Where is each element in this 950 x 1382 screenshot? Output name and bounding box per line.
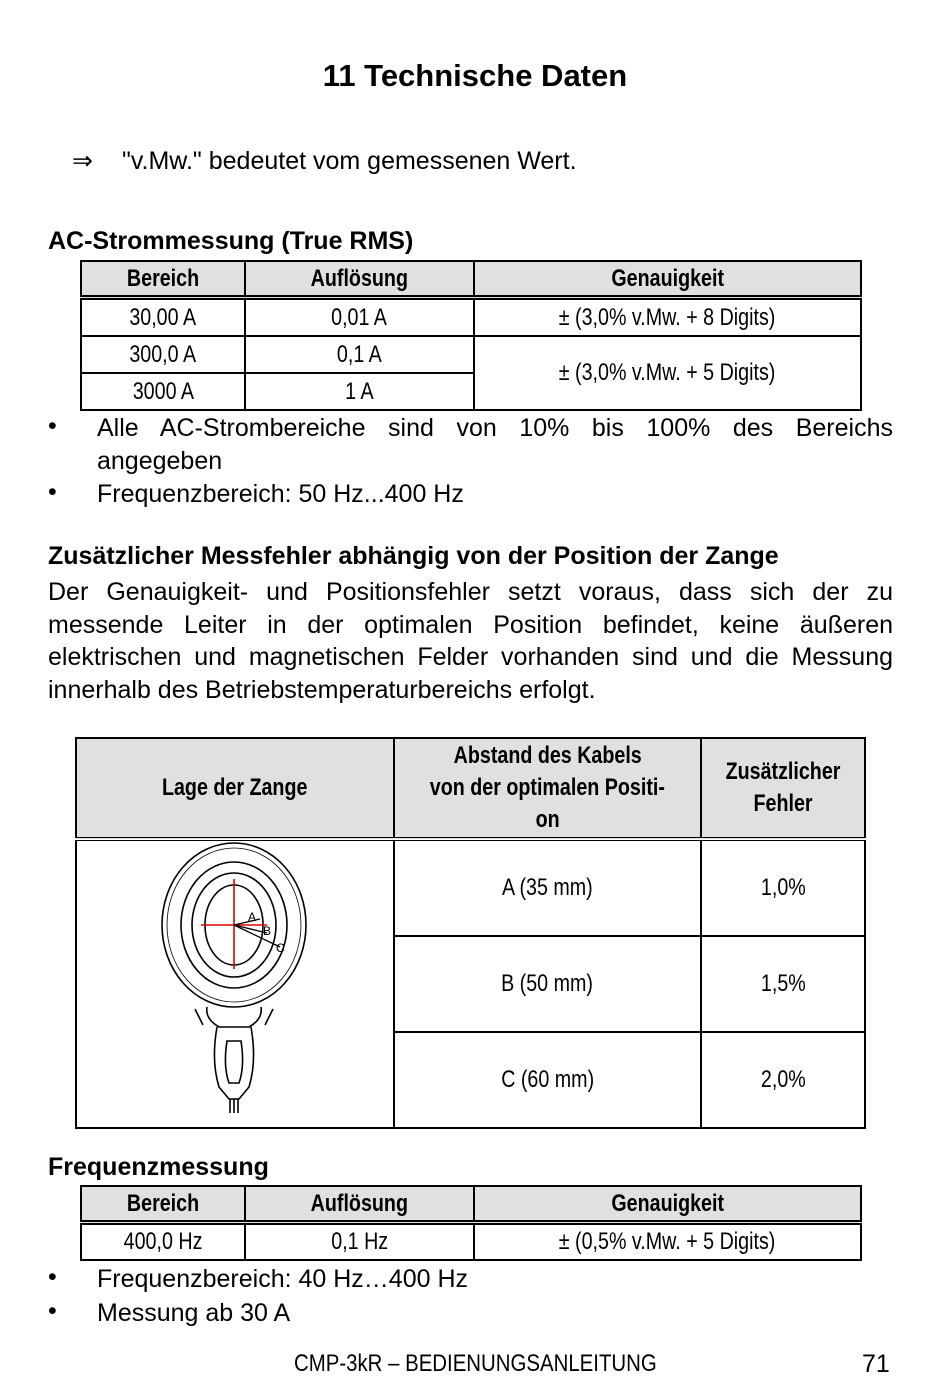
- column-header: Zusätzlicher Fehler: [701, 738, 865, 839]
- ac-current-table: [80, 260, 862, 411]
- page-title: 11 Technische Daten: [322, 58, 628, 93]
- page-number: 71: [862, 1350, 890, 1378]
- accuracy-cell: ± (0,5% v.Mw. + 5 Digits): [474, 1223, 861, 1261]
- table-header-row: [81, 261, 861, 298]
- accuracy-cell-merged: ± (3,0% v.Mw. + 5 Digits): [474, 336, 861, 410]
- resolution-cell: 0,1 Hz: [245, 1223, 474, 1261]
- error-cell: 1,0%: [701, 839, 865, 936]
- list-item: • Alle AC-Strombereiche sind von 10% bis 100% des Bereichs angegeben: [48, 412, 893, 475]
- page-footer: CMP-3kR – BEDIENUNGSANLEITUNG: [293, 1350, 657, 1377]
- error-cell: 1,5%: [701, 936, 865, 1032]
- column-header: Auflösung: [245, 261, 474, 298]
- position-error-paragraph: Der Genauigkeit- und Positionsfehler setzt voraus, dass sich der zu messende Leiter in der optimalen Position befindet, keine äußeren elektrischen und magnetischen Felder vorhanden sind und die Messung innerhalb des Betriebstemperaturbereichs erfolgt.: [48, 578, 893, 704]
- bullet-icon: •: [48, 1297, 57, 1325]
- column-header: Abstand des Kabels von der optimalen Positi- on: [394, 738, 701, 839]
- resolution-cell: 0,01 A: [245, 298, 474, 337]
- frequency-table: [80, 1185, 862, 1261]
- range-cell: 30,00 A: [81, 298, 245, 337]
- abbreviation-note: [72, 146, 577, 176]
- table-row: [81, 1223, 861, 1261]
- label-a: A: [248, 910, 257, 924]
- column-header: Genauigkeit: [474, 261, 861, 298]
- table-header-row: [76, 738, 865, 839]
- implies-arrow-icon: ⇒: [72, 147, 93, 175]
- table-header-row: [81, 1186, 861, 1223]
- list-item: • Frequenzbereich: 50 Hz...400 Hz: [48, 478, 464, 508]
- frequency-section-heading: Frequenzmessung: [48, 1153, 269, 1181]
- note-text: "v.Mw." bedeutet vom gemessenen Wert.: [122, 147, 577, 175]
- column-header: Bereich: [81, 261, 245, 298]
- position-error-table: [75, 737, 866, 1129]
- distance-cell: C (60 mm): [394, 1032, 701, 1128]
- column-header: Genauigkeit: [474, 1186, 861, 1223]
- range-cell: 400,0 Hz: [81, 1223, 245, 1261]
- list-item: • Frequenzbereich: 40 Hz…400 Hz: [48, 1263, 469, 1293]
- column-header: Lage der Zange: [76, 738, 394, 839]
- ac-section-heading: AC-Strommessung (True RMS): [48, 227, 414, 255]
- label-c: C: [276, 941, 285, 955]
- resolution-cell: 0,1 A: [245, 336, 474, 373]
- label-b: B: [263, 924, 272, 938]
- table-row: [81, 336, 861, 373]
- range-cell: 3000 A: [81, 373, 245, 410]
- range-cell: 300,0 A: [81, 336, 245, 373]
- list-item: • Messung ab 30 A: [48, 1297, 291, 1327]
- resolution-cell: 1 A: [245, 373, 474, 410]
- table-row: [76, 839, 865, 936]
- column-header: Bereich: [81, 1186, 245, 1223]
- error-cell: 2,0%: [701, 1032, 865, 1128]
- bullet-icon: •: [48, 478, 57, 506]
- accuracy-cell: ± (3,0% v.Mw. + 8 Digits): [474, 298, 861, 337]
- table-row: [81, 298, 861, 337]
- distance-cell: B (50 mm): [394, 936, 701, 1032]
- distance-cell: A (35 mm): [394, 839, 701, 936]
- position-error-heading: Zusätzlicher Messfehler abhängig von der Position der Zange: [48, 542, 779, 570]
- bullet-icon: •: [48, 1263, 57, 1291]
- clamp-position-diagram: [77, 841, 393, 1120]
- bullet-icon: •: [48, 412, 57, 440]
- column-header: Auflösung: [245, 1186, 474, 1223]
- clamp-diagram-cell: [76, 839, 394, 1128]
